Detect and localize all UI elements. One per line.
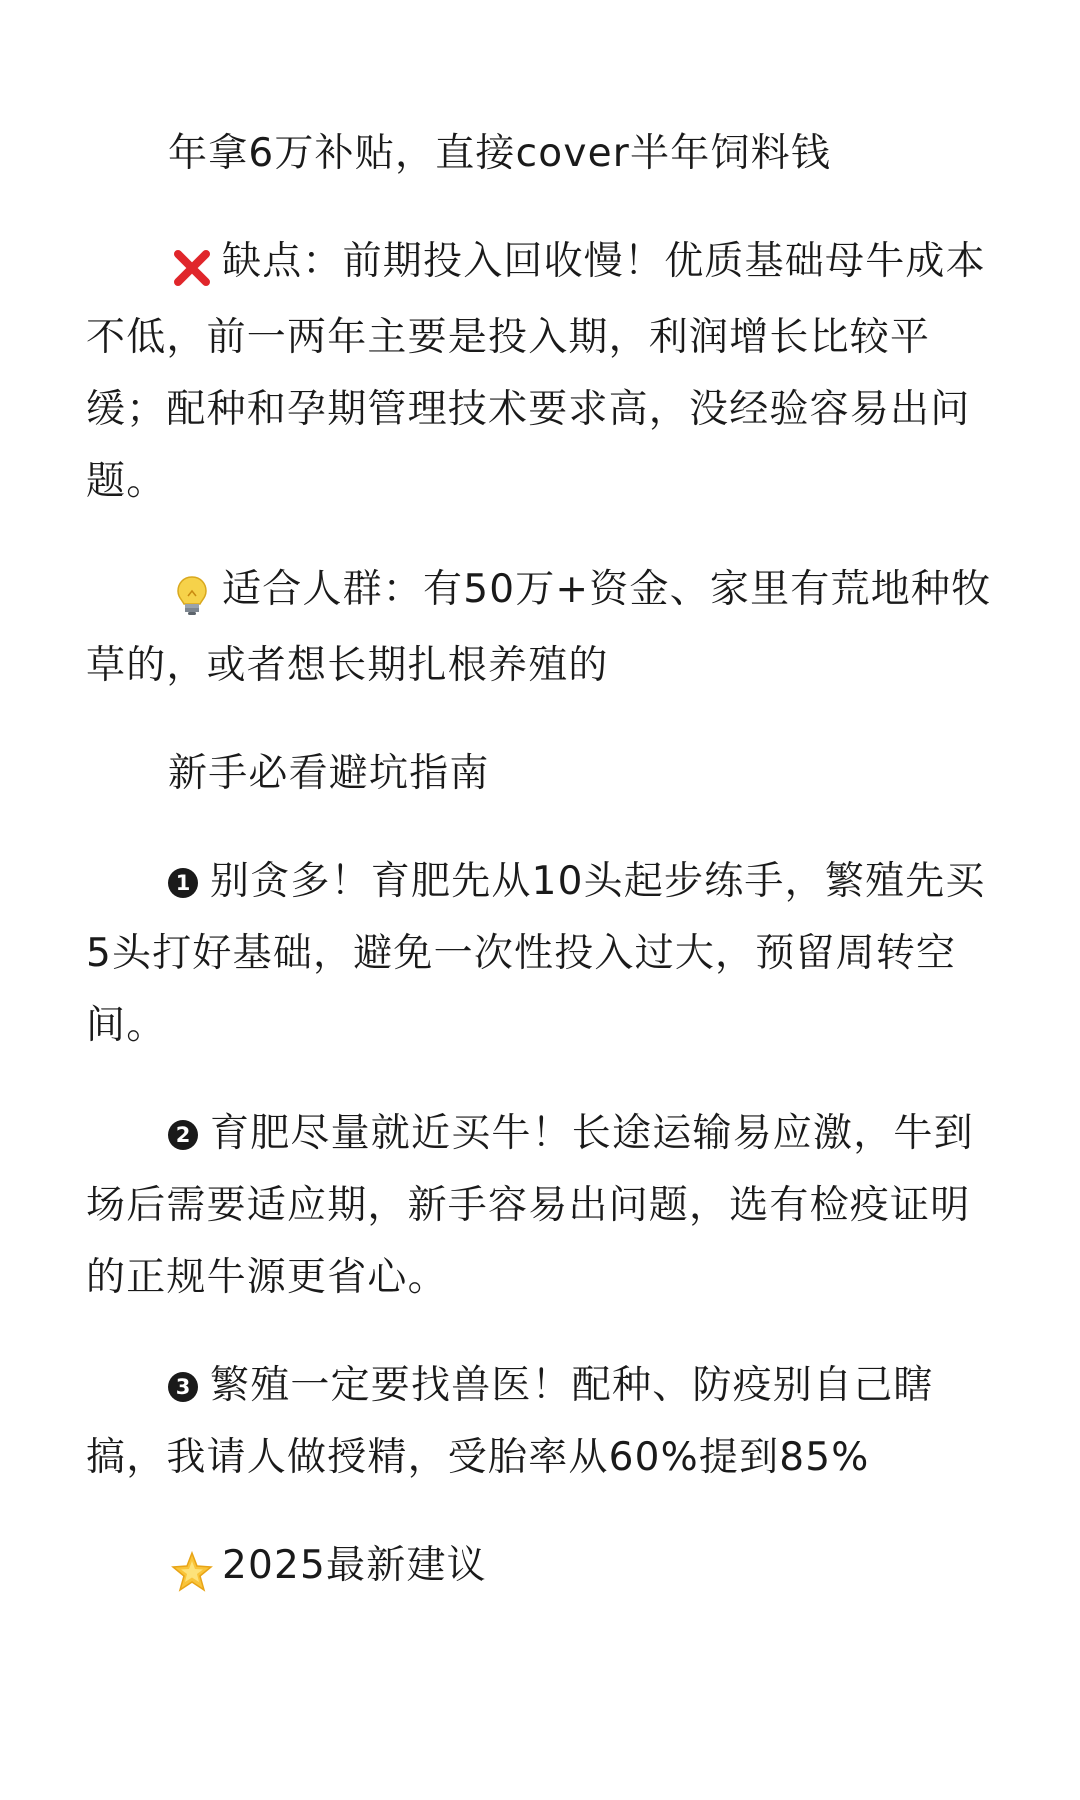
tip-item-2	[86, 1098, 996, 1314]
cross-mark-icon	[168, 230, 216, 302]
article-body	[86, 118, 996, 1606]
paragraph-disadvantages	[86, 226, 996, 518]
section-heading-pitfall-guide: 新手必看避坑指南	[168, 751, 490, 796]
number-badge: 1	[168, 868, 198, 898]
tip-text: 繁殖一定要找兽医！配种、防疫别自己瞎搞，我请人做授精，受胎率从60%提到85%	[86, 1363, 934, 1480]
number-badge: 2	[168, 1120, 198, 1150]
disadvantages-text: 缺点：前期投入回收慢！优质基础母牛成本不低，前一两年主要是投入期，利润增长比较平缓；配种和孕期管理技术要求高，没经验容易出问题。	[86, 239, 986, 504]
number-badge: 3	[168, 1372, 198, 1402]
tip-text: 育肥尽量就近买牛！长途运输易应激，牛到场后需要适应期，新手容易出问题，选有检疫证明的正规牛源更省心。	[86, 1111, 974, 1300]
paragraph-subsidy: 年拿6万补贴，直接cover半年饲料钱	[168, 131, 832, 176]
glowing-star-icon	[168, 1534, 216, 1606]
paragraph-target-audience	[86, 554, 996, 702]
lightbulb-icon	[168, 558, 216, 630]
advice-heading-text: 2025最新建议	[222, 1543, 487, 1588]
tip-item-3	[86, 1350, 996, 1494]
paragraph-2025-advice	[86, 1530, 996, 1606]
tip-text: 别贪多！育肥先从10头起步练手，繁殖先买5头打好基础，避免一次性投入过大，预留周转空间。	[86, 859, 986, 1048]
tip-item-1	[86, 846, 996, 1062]
target-audience-text: 适合人群：有50万+资金、家里有荒地种牧草的，或者想长期扎根养殖的	[86, 567, 992, 688]
